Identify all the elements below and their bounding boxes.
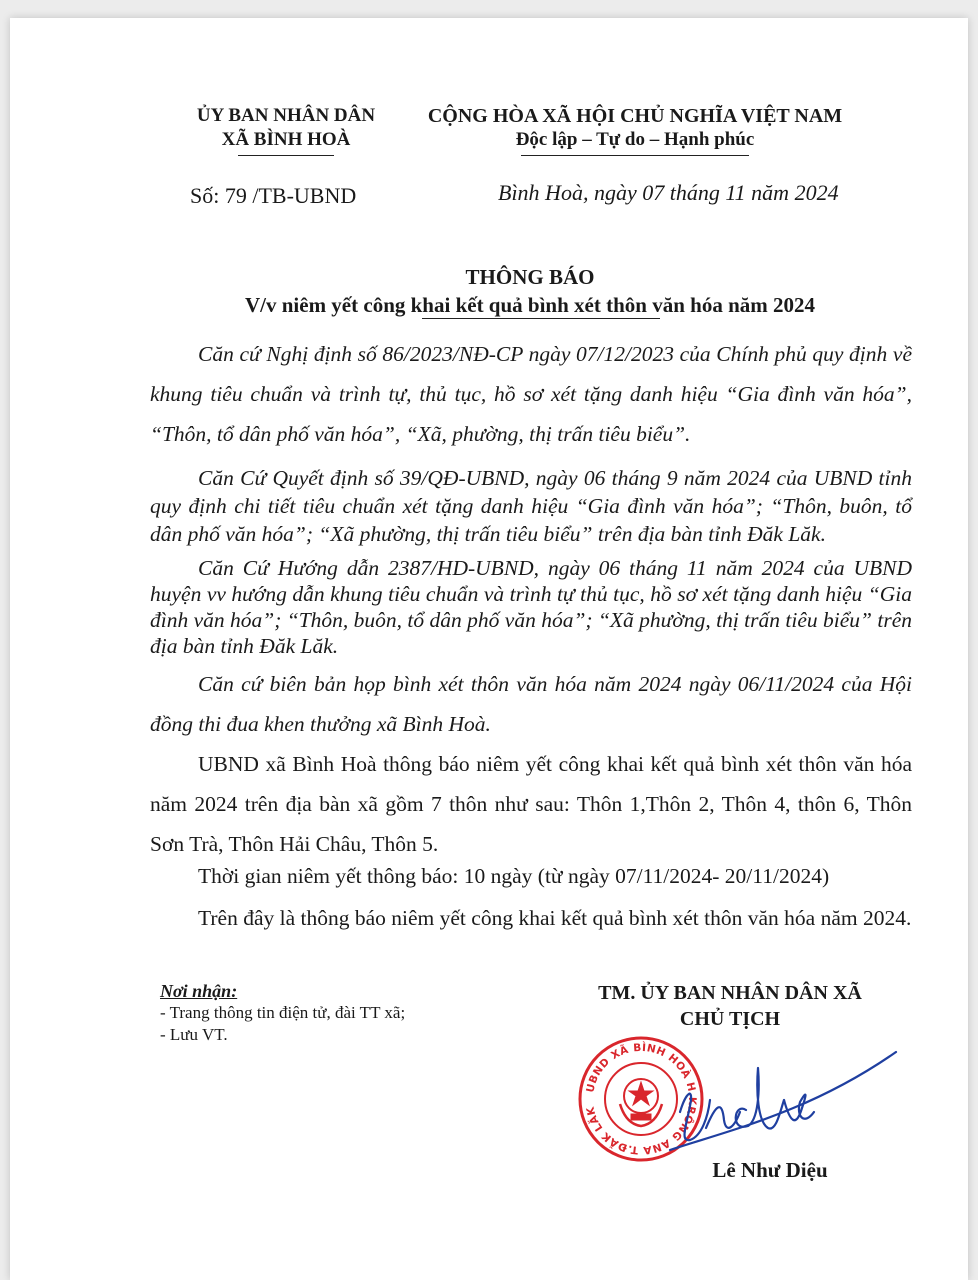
- place-and-date: Bình Hoà, ngày 07 tháng 11 năm 2024: [498, 180, 839, 205]
- recipient-item: - Lưu VT.: [160, 1025, 228, 1044]
- issuing-agency: [180, 104, 392, 156]
- legal-basis-decree: Căn cứ Nghị định số 86/2023/NĐ-CP ngày 07/12/2023 của Chính phủ quy định về khung tiêu chuẩn và trình tự, thủ tục, hồ sơ xét tặng danh hiệu “Gia đình văn hóa”, “Thôn, tổ dân phố văn hóa”, “Xã, phường, thị trấn tiêu biểu”.: [150, 342, 912, 446]
- signing-authority: TM. ỦY BAN NHÂN DÂN XÃ: [598, 982, 862, 1004]
- recipients-block: [160, 980, 405, 1046]
- document-page: [10, 18, 968, 1280]
- signature-heading: [570, 980, 890, 1032]
- document-title: THÔNG BÁO: [465, 265, 595, 289]
- legal-basis-decision: Căn Cứ Quyết định số 39/QĐ-UBND, ngày 06 tháng 9 năm 2024 của UBND tỉnh quy định chi tiết tiêu chuẩn xét tặng danh hiệu “Gia đình văn hóa”; “Thôn, buôn, tổ dân phố văn hóa”; “Xã phường, thị trấn tiêu biểu” trên địa bàn tỉnh Đăk Lăk.: [150, 466, 912, 546]
- legal-basis-minutes: Căn cứ biên bản họp bình xét thôn văn hóa năm 2024 ngày 06/11/2024 của Hội đồng thi đua khen thưởng xã Bình Hoà.: [150, 672, 912, 736]
- national-motto: Độc lập – Tự do – Hạnh phúc: [515, 129, 755, 150]
- national-header: [410, 104, 860, 156]
- subject-underline: [422, 318, 660, 319]
- body-paragraph: [150, 464, 912, 548]
- posting-period: Thời gian niêm yết thông báo: 10 ngày (từ ngày 07/11/2024- 20/11/2024): [198, 864, 830, 888]
- body-paragraph: [150, 744, 912, 864]
- recipients-title: Nơi nhận:: [160, 981, 238, 1001]
- signer-name: Lê Như Diệu: [712, 1158, 828, 1182]
- document-title-block: [150, 263, 910, 319]
- legal-basis-guidance: Căn Cứ Hướng dẫn 2387/HD-UBND, ngày 06 tháng 11 năm 2024 của UBND huyện vv hướng dẫn khung tiêu chuẩn và trình tự thủ tục, hồ sơ xét tặng danh hiệu “Gia đình văn hóa”; “Thôn, buôn, tổ dân phố văn hóa”; “Xã phường, thị trấn tiêu biểu” trên địa bàn tỉnh Đăk Lăk.: [150, 556, 912, 658]
- agency-underline: [238, 155, 334, 156]
- commune-name: XÃ BÌNH HOÀ: [221, 129, 351, 150]
- body-paragraph: [150, 555, 912, 659]
- announcement-content: UBND xã Bình Hoà thông báo niêm yết công khai kết quả bình xét thôn văn hóa năm 2024 trên địa bàn xã gồm 7 thôn như sau: Thôn 1,Thôn 2, Thôn 4, thôn 6, Thôn Sơn Trà, Thôn Hải Châu, Thôn 5.: [150, 752, 912, 856]
- motto-underline: [521, 155, 749, 156]
- document-number: Số: 79 /TB-UBND: [190, 183, 357, 208]
- body-paragraph: [150, 861, 912, 891]
- country-name: CỘNG HÒA XÃ HỘI CHỦ NGHĨA VIỆT NAM: [427, 105, 843, 127]
- signer-title: CHỦ TỊCH: [679, 1008, 781, 1030]
- body-paragraph: [150, 334, 912, 454]
- closing-statement: Trên đây là thông báo niêm yết công khai kết quả bình xét thôn văn hóa năm 2024.: [198, 906, 912, 930]
- body-paragraph: [150, 664, 912, 744]
- handwritten-signature-icon: [650, 1042, 910, 1162]
- svg-text:UBND XÃ BÌNH HOÀ H.KRÔNG ANA T: UBND XÃ BÌNH HOÀ H.KRÔNG ANA T.ĐĂK LĂK: [584, 1041, 699, 1157]
- recipient-item: - Trang thông tin điện tử, đài TT xã;: [160, 1003, 406, 1022]
- document-subject: V/v niêm yết công khai kết quả bình xét thôn văn hóa năm 2024: [244, 293, 815, 317]
- body-paragraph: [150, 898, 912, 938]
- agency-name: ỦY BAN NHÂN DÂN: [196, 105, 376, 126]
